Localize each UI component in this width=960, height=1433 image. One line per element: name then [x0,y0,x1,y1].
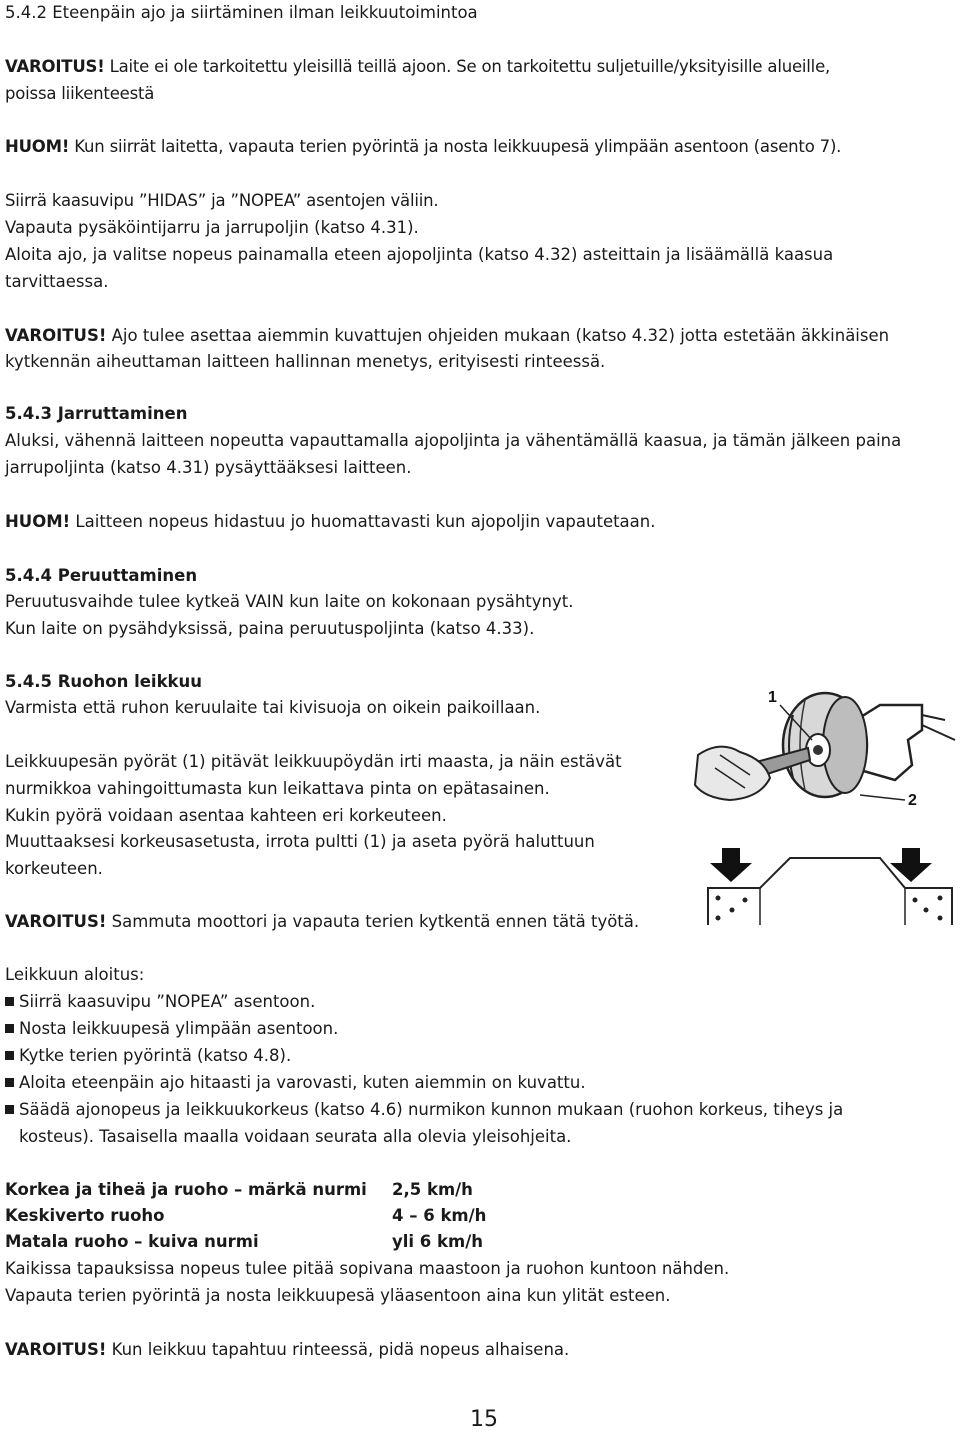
note-label: HUOM! [5,137,70,156]
warning-paragraph-4 [5,1340,569,1360]
warning-text-cont: kytkennän aiheuttaman laitteen hallinnan menetys, erityisesti rinteessä. [5,352,606,371]
paragraph-line: Leikkuupesän pyörät (1) pitävät leikkuupöydän irti maasta, ja näin estävät [5,752,622,771]
section-heading-5-4-4: 5.4.4 Peruuttaminen [5,566,198,585]
warning-paragraph-2 [5,326,889,346]
bullet-item [5,992,315,1012]
paragraph-line: Muuttaaksesi korkeusasetusta, irrota pultti (1) ja aseta pyörä haluttuun [5,832,595,851]
warning-text: Sammuta moottori ja vapauta terien kytkentä ennen tätä työtä. [106,912,640,931]
warning-paragraph-1 [5,57,830,77]
speed-value: 2,5 km/h [392,1180,473,1199]
deck-wheel-figure [690,660,960,930]
note-text: Laitteen nopeus hidastuu jo huomattavasti kun ajopoljin vapautetaan. [70,512,656,531]
note-text: Kun siirrät laitetta, vapauta terien pyörintä ja nosta leikkuupesä ylimpään asentoon (asento 7). [69,137,842,156]
warning-label: VAROITUS! [5,326,107,345]
bullet-text: Kytke terien pyörintä (katso 4.8). [19,1046,292,1065]
paragraph-line: Kun laite on pysähdyksissä, paina peruutuspoljinta (katso 4.33). [5,619,535,638]
paragraph-line: Kukin pyörä voidaan asentaa kahteen eri korkeuteen. [5,806,447,825]
speed-condition: Matala ruoho – kuiva nurmi [5,1232,259,1251]
down-arrow-icon [710,848,752,882]
warning-label: VAROITUS! [5,912,107,931]
paragraph-line: Varmista että ruhon keruulaite tai kivisuoja on oikein paikoillaan. [5,698,541,717]
paragraph-line: Peruutusvaihde tulee kytkeä VAIN kun laite on kokonaan pysähtynyt. [5,592,574,611]
paragraph-line: nurmikkoa vahingoittumasta kun leikattava pinta on epätasainen. [5,779,550,798]
bullet-square-icon [5,1078,14,1087]
bullet-item [5,1100,843,1120]
warning-text: Ajo tulee asettaa aiemmin kuvattujen ohjeiden mukaan (katso 4.32) jotta estetään äkkinäisen [106,326,890,345]
page-number: 15 [470,1407,498,1432]
bullet-square-icon [5,1024,14,1033]
paragraph-line: korkeuteen. [5,859,103,878]
section-heading-5-4-2: 5.4.2 Eteenpäin ajo ja siirtäminen ilman leikkuutoimintoa [5,3,478,22]
section-heading-5-4-3: 5.4.3 Jarruttaminen [5,404,188,423]
bullet-square-icon [5,1105,14,1114]
step-line: Vapauta pysäköintijarru ja jarrupoljin (katso 4.31). [5,218,419,237]
bullet-square-icon [5,997,14,1006]
warning-text: Laite ei ole tarkoitettu yleisillä teillä ajoon. Se on tarkoitettu suljetuille/yksityisille alueille, [104,57,831,76]
section-heading-5-4-5: 5.4.5 Ruohon leikkuu [5,672,203,691]
warning-text-cont: poissa liikenteestä [5,84,155,103]
warning-label: VAROITUS! [5,1340,107,1359]
callout-2: 2 [908,792,917,809]
warning-label: VAROITUS! [5,57,105,76]
note-paragraph-2 [5,512,656,532]
step-line: Aloita ajo, ja valitse nopeus painamalla eteen ajopoljinta (katso 4.32) asteittain ja lisäämällä kaasua [5,245,834,264]
paragraph-line: Aluksi, vähennä laitteen nopeutta vapauttamalla ajopoljinta ja vähentämällä kaasua, ja tämän jälkeen paina [5,431,902,450]
bullet-text: Siirrä kaasuvipu ”NOPEA” asentoon. [19,992,316,1011]
warning-text: Kun leikkuu tapahtuu rinteessä, pidä nopeus alhaisena. [106,1340,570,1359]
warning-paragraph-3 [5,912,639,932]
callout-1: 1 [768,689,777,706]
step-line: Siirrä kaasuvipu ”HIDAS” ja ”NOPEA” asentojen väliin. [5,191,439,210]
speed-condition: Korkea ja tiheä ja ruoho – märkä nurmi [5,1180,367,1199]
speed-condition: Keskiverto ruoho [5,1206,165,1225]
note-label: HUOM! [5,512,71,531]
bullet-text: Säädä ajonopeus ja leikkuukorkeus (katso 4.6) nurmikon kunnon mukaan (ruohon korkeus, tiheys ja [19,1100,844,1119]
bullet-text: Aloita eteenpäin ajo hitaasti ja varovasti, kuten aiemmin on kuvattu. [19,1073,586,1092]
speed-value: yli 6 km/h [392,1232,483,1251]
bullet-item [5,1019,338,1039]
bullet-text-cont: kosteus). Tasaisella maalla voidaan seurata alla olevia yleisohjeita. [19,1127,572,1146]
paragraph-line: Kaikissa tapauksissa nopeus tulee pitää sopivana maastoon ja ruohon kuntoon nähden. [5,1259,730,1278]
start-title: Leikkuun aloitus: [5,965,145,984]
bullet-item [5,1046,291,1066]
bullet-item [5,1073,586,1093]
bullet-text: Nosta leikkuupesä ylimpään asentoon. [19,1019,339,1038]
paragraph-line: jarrupoljinta (katso 4.31) pysäyttääksesi laitteen. [5,458,412,477]
step-line: tarvittaessa. [5,272,109,291]
note-paragraph-1 [5,137,841,157]
speed-value: 4 – 6 km/h [392,1206,487,1225]
paragraph-line: Vapauta terien pyörintä ja nosta leikkuupesä yläasentoon aina kun ylität esteen. [5,1286,671,1305]
bullet-square-icon [5,1051,14,1060]
